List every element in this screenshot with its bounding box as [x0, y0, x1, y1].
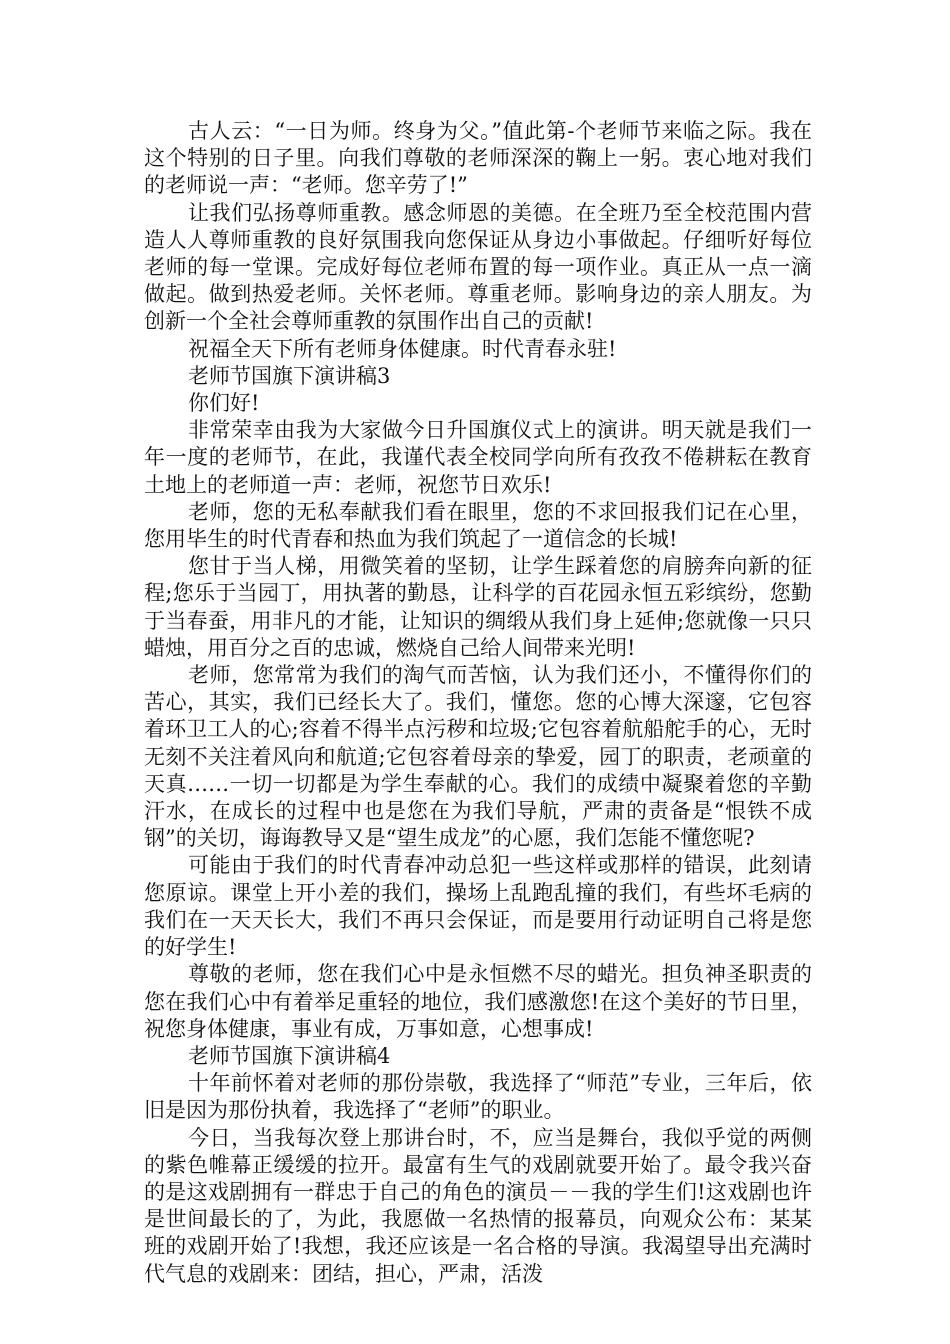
greeting: 你们好!	[188, 391, 260, 416]
paragraph-13: 十年前怀着对老师的那份崇敬，我选择了“师范”专业，三年后，依旧是因为那份执着，我选择了“老师”的职业。	[144, 1071, 812, 1123]
paragraph-6: 非常荣幸由我为大家做今日升国旗仪式上的演讲。明天就是我们一年一度的老师节，在此，我谨代表全校同学向所有孜孜不倦耕耘在教育土地上的老师道一声：老师，祝您节日欢乐!	[144, 418, 812, 497]
paragraph-8: 您甘于当人梯，用微笑着的坚韧，让学生踩着您的肩膀奔向新的征程;您乐于当园丁，用执著的勤恳，让科学的百花园永恒五彩缤纷，您勤于当春蚕，用非凡的才能，让知识的绸缎从我们身上延伸;您就像一只只蜡烛，用百分之百的忠诚，燃烧自己给人间带来光明!	[144, 554, 812, 660]
paragraph-10: 可能由于我们的时代青春冲动总犯一些这样或那样的错误，此刻请您原谅。课堂上开小差的我们，操场上乱跑乱撞的我们，有些坏毛病的我们在一天天长大，我们不再只会保证，而是要用行动证明自己将是您的好学生!	[144, 853, 812, 960]
document-body	[144, 118, 812, 1288]
section-heading-3: 老师节国旗下演讲稿3	[188, 363, 391, 388]
paragraph-3: 祝福全天下所有老师身体健康。时代青春永驻!	[188, 336, 617, 361]
paragraph-1: 古人云：“一日为师。终身为父。”值此第-个老师节来临之际。我在这个特别的日子里。向我们尊敬的老师深深的鞠上一躬。衷心地对我们的老师说一声：“老师。您辛劳了!”	[144, 119, 812, 198]
paragraph-14: 今日，当我每次登上那讲台时，不，应当是舞台，我似乎觉的两侧的紫色帷幕正缓缓的拉开。最富有生气的戏剧就要开始了。最令我兴奋的是这戏剧拥有一群忠于自己的角色的演员－－我的学生们!这戏剧也许是世间最长的了，为此，我愿做一名热情的报幕员，向观众公布：某某班的戏剧开始了!我想，我还应该是一名合格的导演。我渴望导出充满时代气息的戏剧来：团结，担心，严肃，活泼	[144, 1125, 812, 1286]
paragraph-2: 让我们弘扬尊师重教。感念师恩的美德。在全班乃至全校范围内营造人人尊师重教的良好氛围我向您保证从身边小事做起。仔细听好每位老师的每一堂课。完成好每位老师布置的每一项作业。真正从一点一滴做起。做到热爱老师。关怀老师。尊重老师。影响身边的亲人朋友。为创新一个全社会尊师重教的氛围作出自己的贡献!	[144, 200, 812, 334]
paragraph-9: 老师，您常常为我们的淘气而苦恼，认为我们还小，不懂得你们的苦心，其实，我们已经长大了。我们，懂您。您的心博大深邃，它包容着环卫工人的心;容着不得半点污秽和垃圾;它包容着航船舵手的心，无时无刻不关注着风向和航道;它包容着母亲的挚爱，园丁的职责，老顽童的天真……一切一切都是为学生奉献的心。我们的成绩中凝聚着您的辛勤汗水，在成长的过程中也是您在为我们导航，严肃的责备是“恨铁不成钢”的关切，诲诲教导又是“望生成龙”的心愿，我们怎能不懂您呢?	[144, 663, 812, 851]
paragraph-11: 尊敬的老师，您在我们心中是永恒燃不尽的蜡光。担负神圣职责的您在我们心中有着举足重轻的地位，我们感激您!在这个美好的节日里，祝您身体健康，事业有成，万事如意，心想事成!	[144, 962, 812, 1041]
paragraph-7: 老师，您的无私奉献我们看在眼里，您的不求回报我们记在心里，您用毕生的时代青春和热血为我们筑起了一道信念的长城!	[144, 499, 812, 552]
section-heading-4: 老师节国旗下演讲稿4	[188, 1043, 391, 1068]
